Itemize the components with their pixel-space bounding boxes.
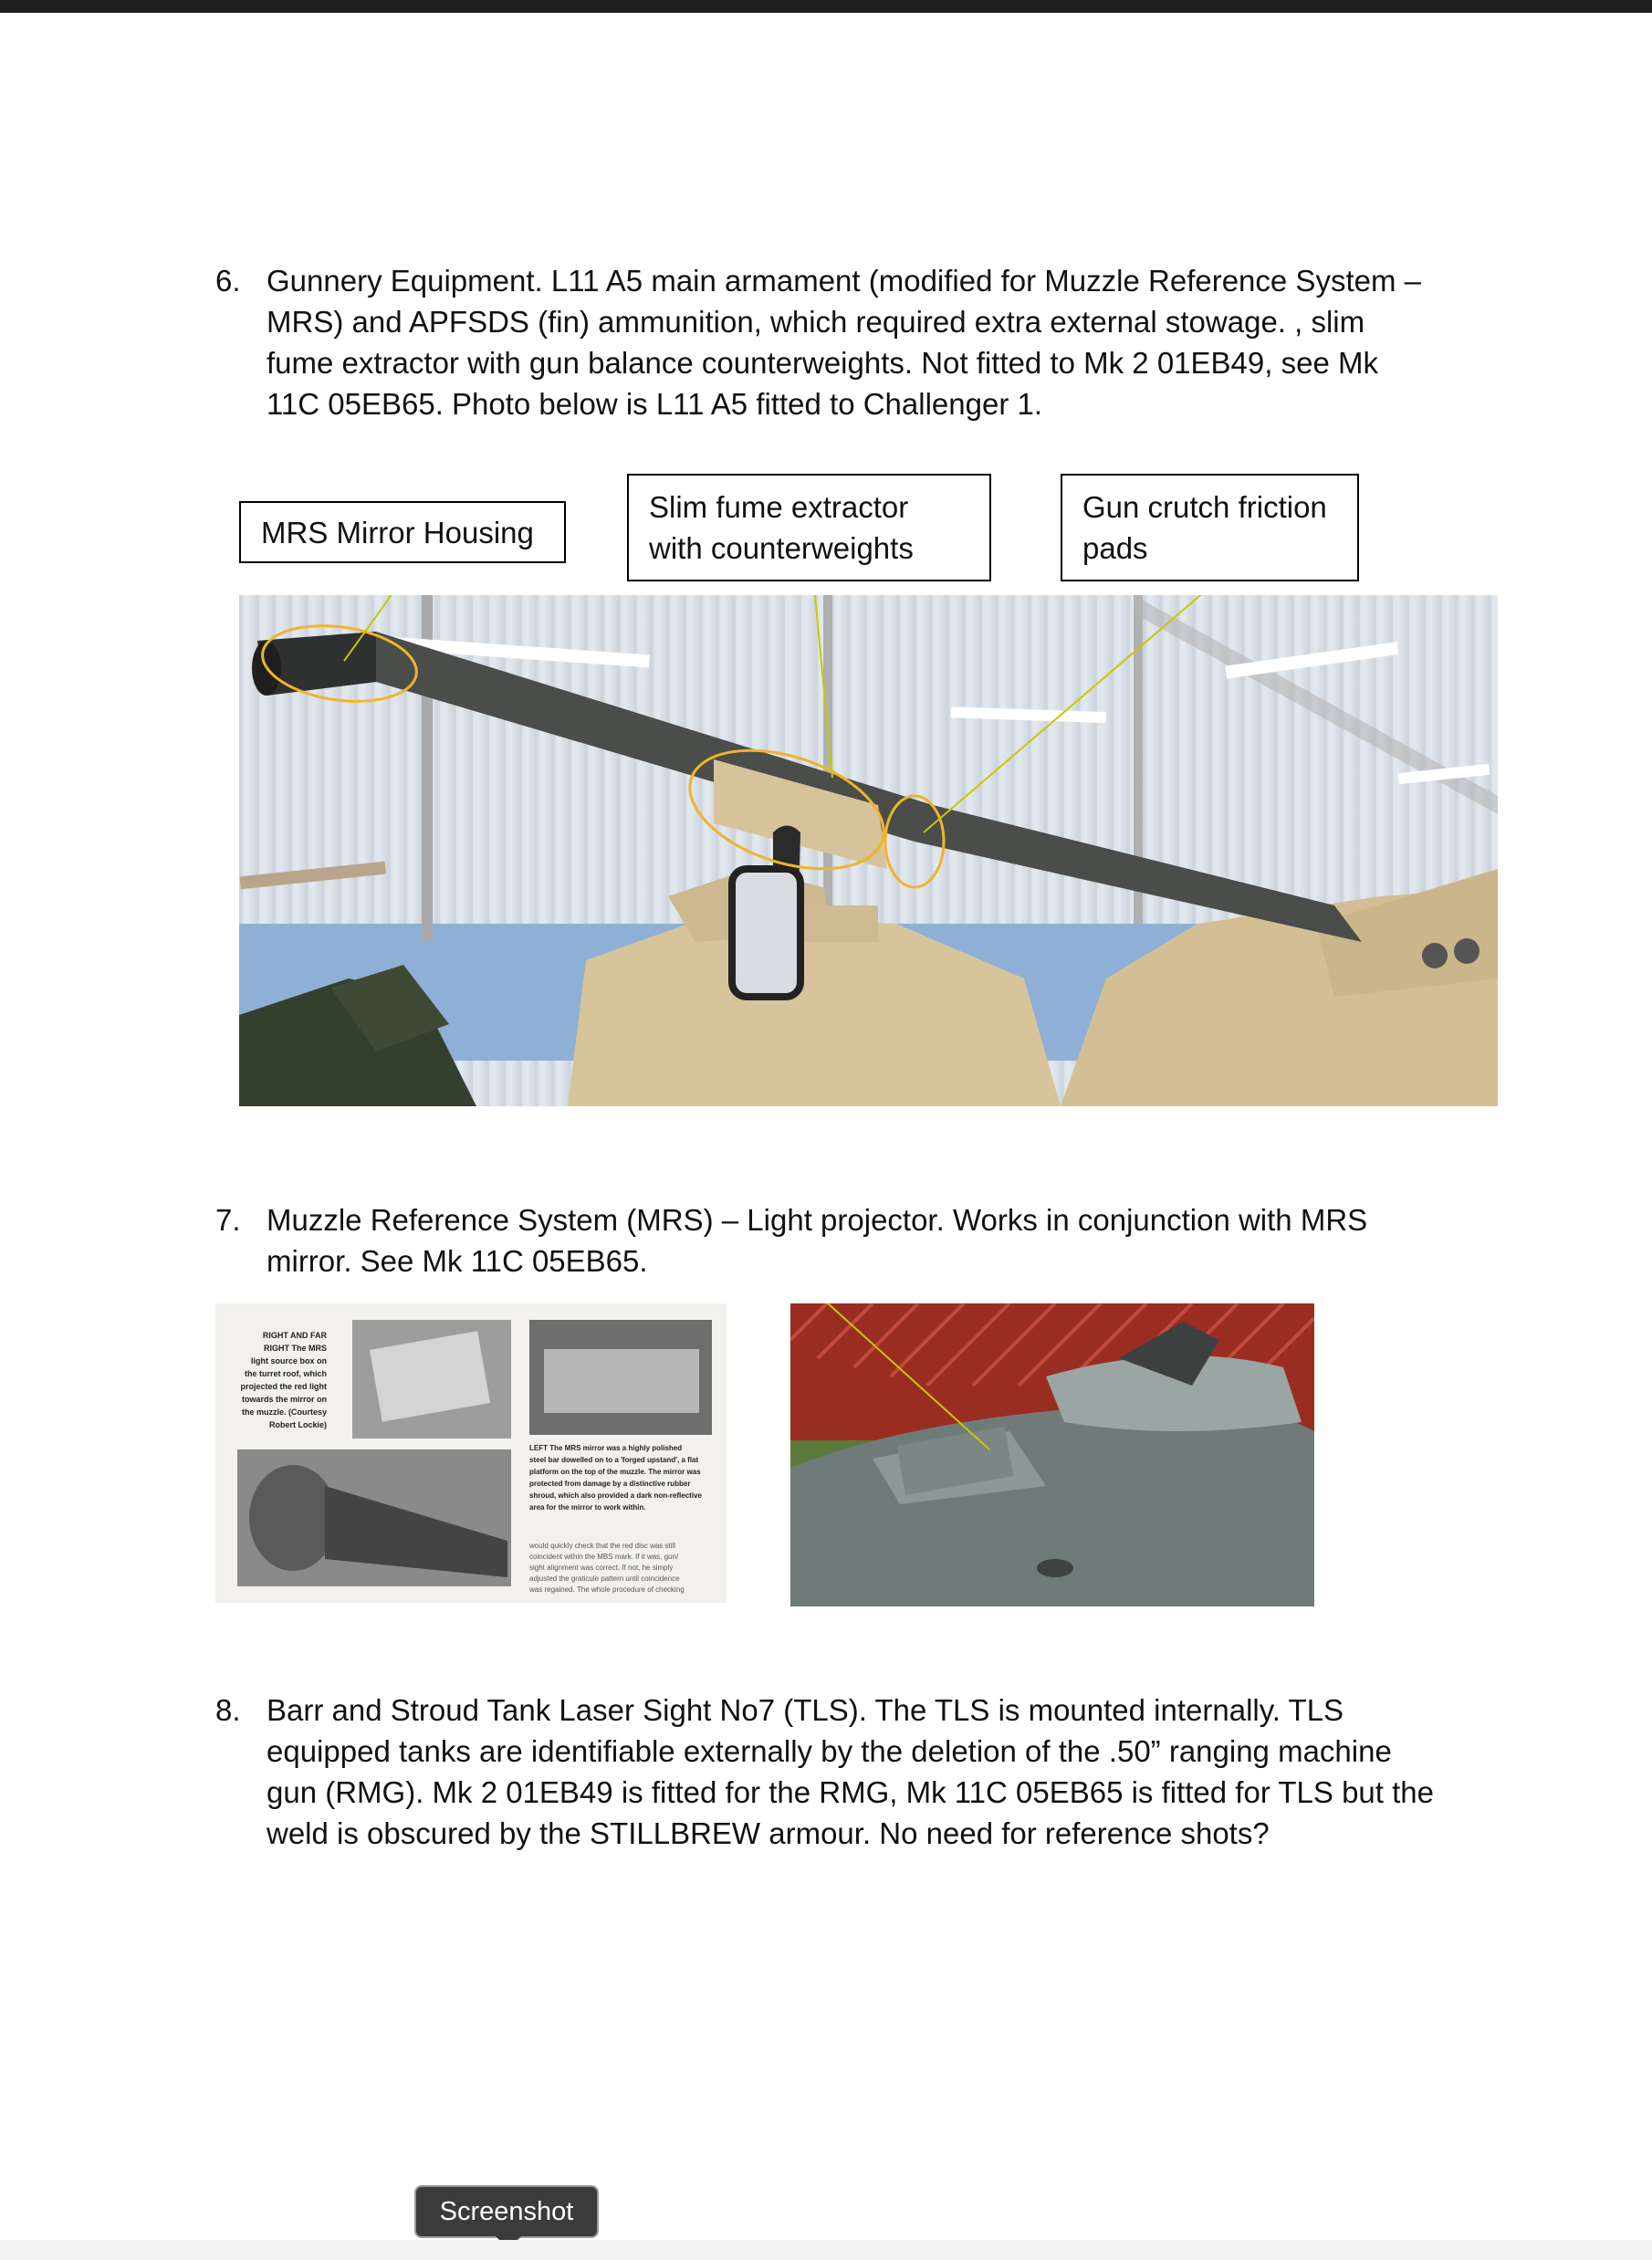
callout-label: Gun crutch friction (1082, 490, 1327, 524)
turret-roof-photo (790, 1303, 1314, 1606)
section-8-number: 8. (215, 1693, 241, 1727)
callout-label: with counterweights (649, 531, 914, 565)
section-8-line: gun (RMG). Mk 2 01EB49 is fitted for the RMG, Mk 11C 05EB65 is fitted for TLS but the (267, 1775, 1434, 1809)
tank-gun-photo (239, 595, 1498, 1106)
section-7-paragraph (215, 1199, 1475, 1282)
turret-roof-illustration (790, 1303, 1314, 1606)
section-6-paragraph (215, 260, 1475, 424)
section-6-line: MRS) and APFSDS (fin) ammunition, which required extra external stowage. , slim (267, 305, 1365, 339)
tooltip-label: Screenshot (439, 2197, 574, 2226)
scan-line: sight alignment was correct. If not, he simply (529, 1564, 674, 1572)
screenshot-tooltip[interactable] (414, 2185, 599, 2238)
callout-label: pads (1082, 531, 1148, 565)
scan-line: Robert Lockie) (268, 1420, 327, 1429)
section-8-line: equipped tanks are identifiable externally by the deletion of the .50” ranging machine (267, 1734, 1392, 1768)
section-7-number: 7. (215, 1203, 241, 1237)
window-top-bar (0, 0, 1652, 13)
scan-line: adjusted the graticule pattern until coincidence (529, 1575, 680, 1583)
scan-line: RIGHT The MRS (264, 1344, 327, 1353)
callout-label: MRS Mirror Housing (261, 516, 534, 549)
scan-line: protected from damage by a distinctive rubber (529, 1480, 691, 1488)
scan-line: area for the mirror to work within. (529, 1503, 646, 1512)
scan-line: steel bar dowelled on to a 'forged upstand', a flat (529, 1456, 699, 1464)
section-7-line: mirror. See Mk 11C 05EB65. (267, 1244, 648, 1278)
section-8-line: Barr and Stroud Tank Laser Sight No7 (TLS). The TLS is mounted internally. TLS (267, 1693, 1344, 1727)
tank-gun-illustration (239, 595, 1498, 1106)
scan-line: RIGHT AND FAR (262, 1331, 327, 1340)
scan-line: LEFT The MRS mirror was a highly polished (529, 1444, 683, 1452)
scan-line: light source box on (250, 1356, 327, 1365)
section-6-line: Gunnery Equipment. L11 A5 main armament (modified for Muzzle Reference System – (267, 264, 1421, 298)
scan-line: coincident within the MBS mark. If it was, gun/ (529, 1553, 679, 1561)
callout-mrs-mirror-housing (239, 501, 566, 563)
callout-fume-extractor (627, 474, 991, 581)
section-6-line: fume extractor with gun balance counterweights. Not fitted to Mk 2 01EB49, see Mk (267, 346, 1378, 380)
scan-line: the muzzle. (Courtesy (241, 1407, 327, 1417)
book-scan-photo (215, 1303, 727, 1603)
callout-gun-crutch (1061, 474, 1359, 581)
scan-caption-left (529, 1442, 721, 1513)
section-6-number: 6. (215, 264, 241, 298)
scan-line: the turret roof, which (245, 1369, 327, 1378)
section-6-line: 11C 05EB65. Photo below is L11 A5 fitted to Challenger 1. (267, 387, 1043, 421)
scan-line: shroud, which also provided a dark non-reflective (529, 1491, 702, 1500)
scan-line: was regained. The whole procedure of checking (529, 1585, 685, 1594)
section-7-line: Muzzle Reference System (MRS) – Light projector. Works in conjunction with MRS (267, 1203, 1368, 1237)
scan-body-text (529, 1541, 721, 1596)
scan-line: would quickly check that the red disc was still (529, 1542, 676, 1550)
callout-label: Slim fume extractor (649, 490, 909, 524)
section-8-paragraph (215, 1690, 1475, 1854)
scan-caption-right (225, 1329, 327, 1431)
section-8-line: weld is obscured by the STILLBREW armour. No need for reference shots? (267, 1816, 1270, 1850)
scan-line: platform on the top of the muzzle. The mirror was (529, 1468, 701, 1476)
scan-line: projected the red light (240, 1382, 327, 1391)
bottom-bar (0, 2240, 1652, 2260)
scan-line: towards the mirror on (241, 1395, 327, 1404)
